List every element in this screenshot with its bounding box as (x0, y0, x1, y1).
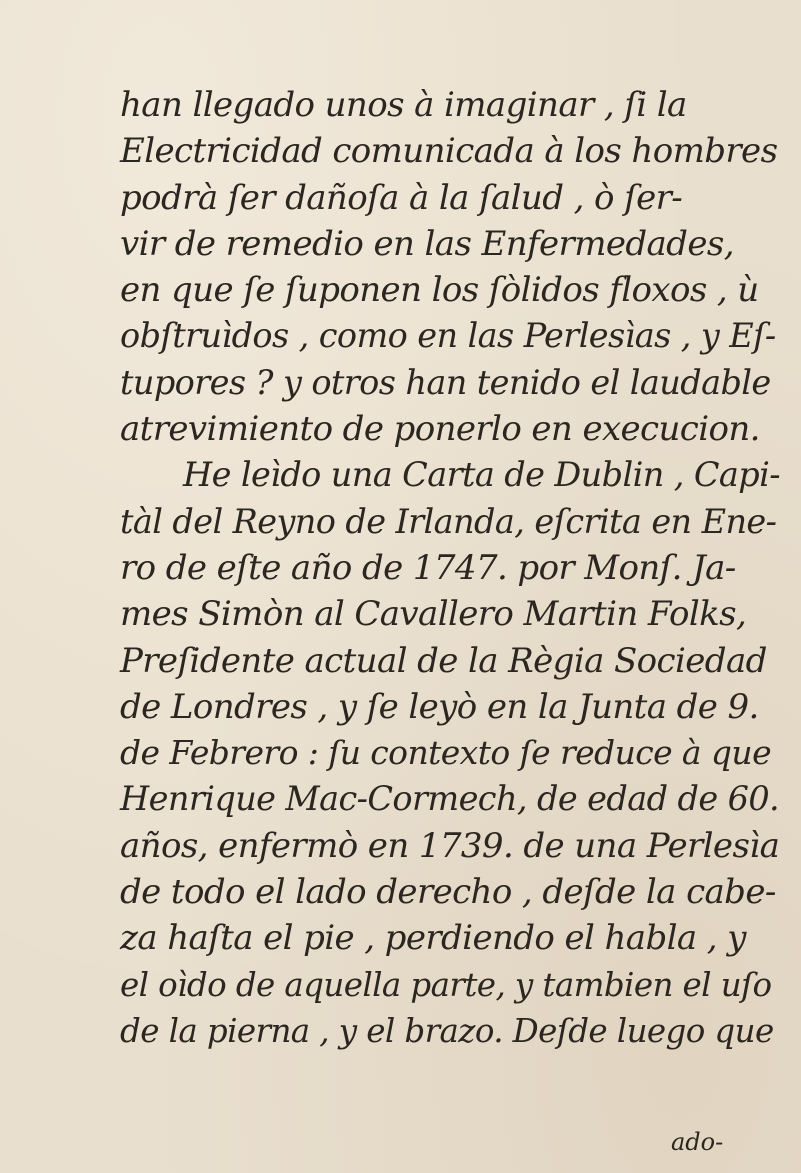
text-line: el oìdo de aquella parte, y tambien el uſo (120, 965, 772, 1004)
text-line: tàl del Reyno de Irlanda, eſcrita en Ene- (120, 501, 777, 541)
text-line: ro de eſte año de 1747. por Monſ. Ja- (120, 547, 736, 588)
text-line: de la pierna , y el brazo. Deſde luego que (120, 1011, 774, 1050)
text-line: obſtruìdos , como en las Perlesìas , y Eſ- (120, 316, 776, 356)
text-line: de Londres , y ſe leyò en la Junta de 9. (120, 686, 759, 727)
text-line: de Febrero : ſu contexto ſe reduce à que (120, 733, 772, 773)
text-line: Preſidente actual de la Règia Sociedad (120, 640, 767, 681)
text-line: Electricidad comunicada à los hombres (120, 131, 778, 172)
text-line: za haſta el pie , perdiendo el habla , y (120, 918, 746, 959)
body-text (120, 82, 780, 1054)
text-line: en que ſe ſuponen los ſòlidos floxos , ù (120, 270, 759, 311)
text-line: atrevimiento de ponerlo en execucion. (120, 409, 760, 450)
text-line: mes Simòn al Cavallero Martin Folks, (120, 594, 747, 635)
text-line: tupores ? y otros han tenido el laudable (120, 362, 771, 402)
catchword: ado- (671, 1128, 724, 1156)
text-line: vir de remedio en las Enfermedades, (120, 223, 734, 264)
text-line: podrà ſer dañoſa à la ſalud , ò ſer- (120, 177, 683, 218)
text-line: Henrique Mac-Cormech, de edad de 60. (120, 779, 780, 819)
paragraph-start-line: He leìdo una Carta de Dublin , Capi- (183, 455, 780, 495)
text-line: años, enfermò en 1739. de una Perlesìa (120, 825, 780, 866)
text-line: han llegado unos à imaginar , ſi la (120, 85, 687, 125)
text-line: de todo el lado derecho , deſde la cabe- (120, 872, 776, 913)
